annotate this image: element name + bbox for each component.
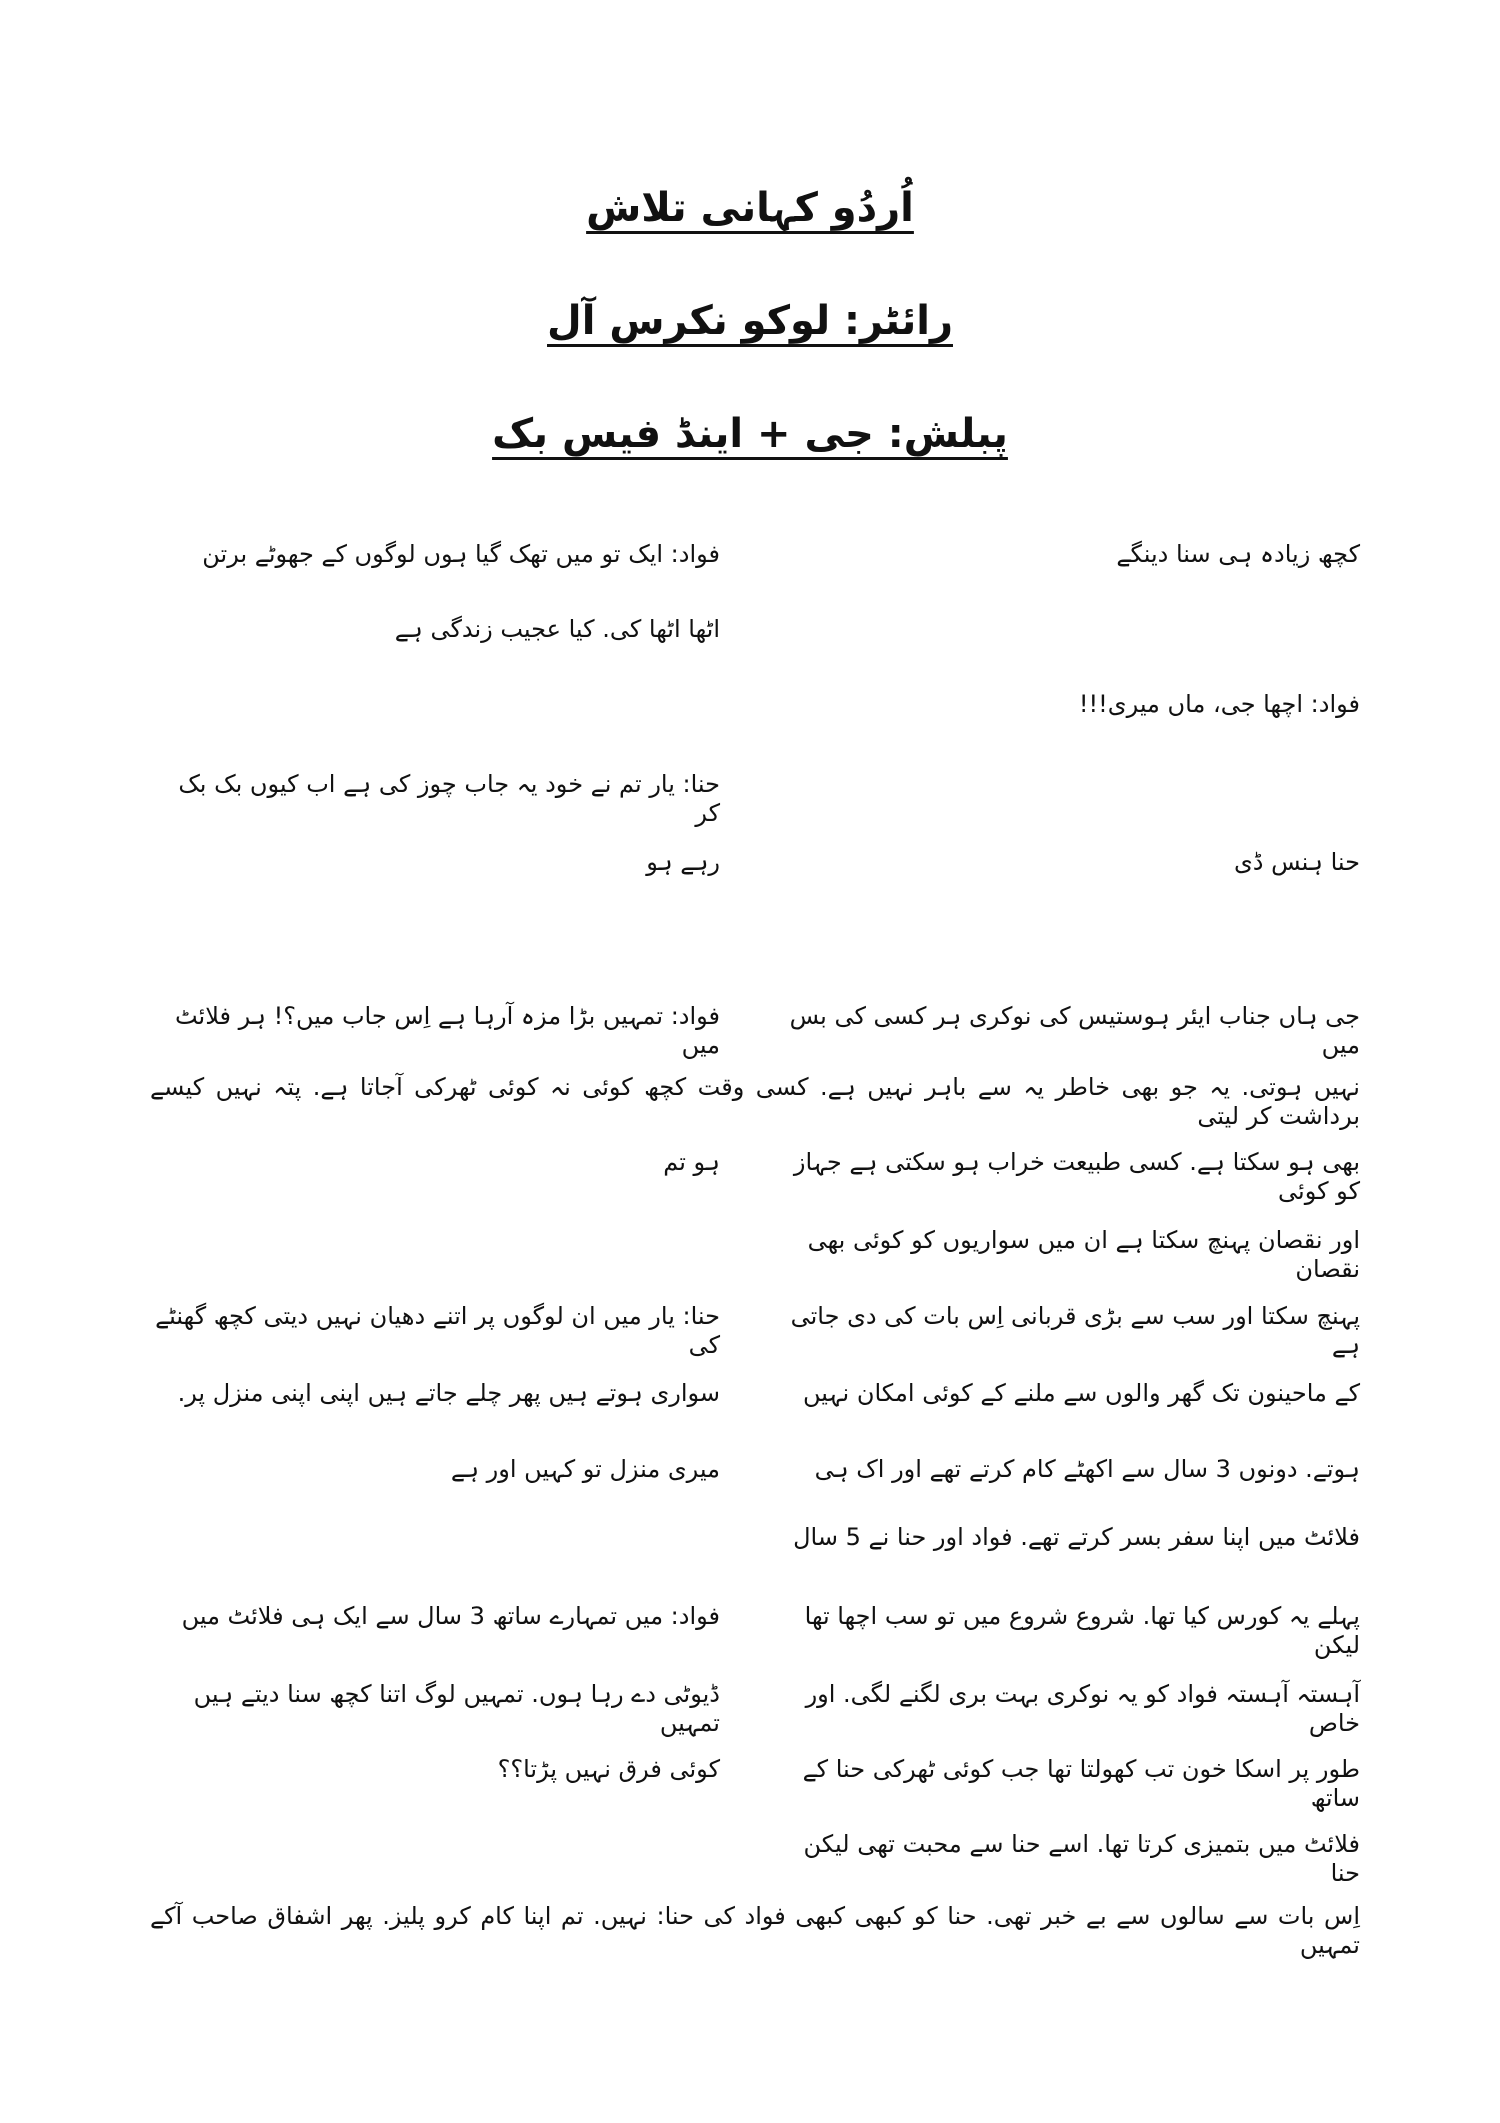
left-column-text: ڈیوٹی دے رہا ہوں. تمہیں لوگ اتنا کچھ سنا دیتے ہیں تمہیں: [193, 1680, 720, 1737]
story-title: [0, 185, 1500, 231]
text-line: [0, 1455, 1500, 1515]
right-column-text: طور پر اسکا خون تب کھولتا تھا جب کوئی ٹھرکی حنا کے ساتھ: [802, 1755, 1360, 1812]
full-line-text: نہیں ہوتی. یہ جو بھی خاطر یہ سے باہر نہیں ہے. کسی وقت کچھ کوئی نہ کوئی ٹھرکی آجاتا ہے. پتہ نہیں کیسے برداشت کر لیتی: [150, 1073, 1360, 1130]
writer-text: رائٹر: لوکو نکرس آل: [547, 298, 953, 344]
text-line: [0, 1226, 1500, 1286]
text-line: [0, 848, 1500, 908]
right-column-text: پہلے یہ کورس کیا تھا. شروع شروع میں تو سب اچھا تھا لیکن: [804, 1602, 1360, 1659]
text-line: [0, 1680, 1500, 1740]
right-column-text: پہنچ سکتا اور سب سے بڑی قربانی اِس بات کی دی جاتی ہے: [790, 1302, 1360, 1359]
text-line: [0, 1148, 1500, 1208]
text-line: [0, 1755, 1500, 1815]
text-line: [0, 1902, 1500, 1962]
text-line: [0, 1302, 1500, 1362]
right-column-text: جی ہاں جناب ایئر ہوستیس کی نوکری ہر کسی کی بس میں: [789, 1002, 1360, 1059]
left-column-text: فواد: ایک تو میں تھک گیا ہوں لوگوں کے جھوٹے برتن: [202, 540, 720, 568]
text-line: [0, 1073, 1500, 1133]
writer-line: [0, 298, 1500, 344]
right-column-text: بھی ہو سکتا ہے. کسی طبیعت خراب ہو سکتی ہے جہاز کو کوئی: [793, 1148, 1360, 1205]
right-column-text: کچھ زیادہ ہی سنا دینگے: [1116, 540, 1360, 568]
text-line: [0, 1830, 1500, 1890]
left-column-text: اٹھا اٹھا کی. کیا عجیب زندگی ہے: [394, 615, 720, 643]
right-column-text: فلائٹ میں بتمیزی کرتا تھا. اسے حنا سے محبت تھی لیکن حنا: [803, 1830, 1360, 1887]
left-column-text: سواری ہوتے ہیں پھر چلے جاتے ہیں اپنی اپنی منزل پر.: [177, 1379, 720, 1407]
left-column-text: میری منزل تو کہیں اور ہے: [450, 1455, 720, 1483]
right-column-text: فلائٹ میں اپنا سفر بسر کرتے تھے. فواد اور حنا نے 5 سال: [793, 1523, 1360, 1551]
title-text: اُردُو کہانی تلاش: [586, 185, 914, 231]
publisher-line: [0, 411, 1500, 457]
text-line: [0, 690, 1500, 750]
text-line: [0, 1379, 1500, 1439]
text-line: [0, 615, 1500, 675]
right-column-text: کے ماحینون تک گھر والوں سے ملنے کے کوئی امکان نہیں: [802, 1379, 1360, 1407]
publisher-text: پبلش: جی + اینڈ فیس بک: [492, 411, 1008, 457]
left-column-text: ہو تم: [663, 1148, 720, 1176]
full-line-text: اِس بات سے سالوں سے بے خبر تھی. حنا کو کبھی کبھی فواد کی حنا: نہیں. تم اپنا کام کرو پلیز. پھر اشفاق صاحب آکے تمہیں: [150, 1902, 1360, 1959]
right-column-text: اور نقصان پہنچ سکتا ہے ان میں سواریوں کو کوئی بھی نقصان: [807, 1226, 1360, 1283]
right-column-text: حنا ہنس ڈی: [1233, 848, 1360, 876]
right-column-text: آہستہ آہستہ فواد کو یہ نوکری بہت بری لگنے لگی. اور خاص: [805, 1680, 1360, 1737]
left-column-text: فواد: میں تمہارے ساتھ 3 سال سے ایک ہی فلائٹ میں: [181, 1602, 720, 1630]
text-line: [0, 1602, 1500, 1662]
text-line: [0, 1002, 1500, 1062]
left-column-text: حنا: یار میں ان لوگوں پر اتنے دھیان نہیں دیتی کچھ گھنٹے کی: [155, 1302, 720, 1359]
left-column-text: حنا: یار تم نے خود یہ جاب چوز کی ہے اب کیوں بک بک کر: [178, 770, 720, 827]
left-column-text: فواد: تمہیں بڑا مزہ آرہا ہے اِس جاب میں؟! ہر فلائٹ میں: [174, 1002, 720, 1059]
text-line: [0, 540, 1500, 600]
right-column-text: ہوتے. دونوں 3 سال سے اکھٹے کام کرتے تھے اور اک ہی: [814, 1455, 1360, 1483]
right-column-text: فواد: اچھا جی، ماں میری!!!: [1078, 690, 1360, 718]
left-column-text: کوئی فرق نہیں پڑتا؟؟: [497, 1755, 720, 1783]
text-line: [0, 770, 1500, 830]
text-line: [0, 1523, 1500, 1583]
left-column-text: رہے ہو: [646, 848, 720, 876]
